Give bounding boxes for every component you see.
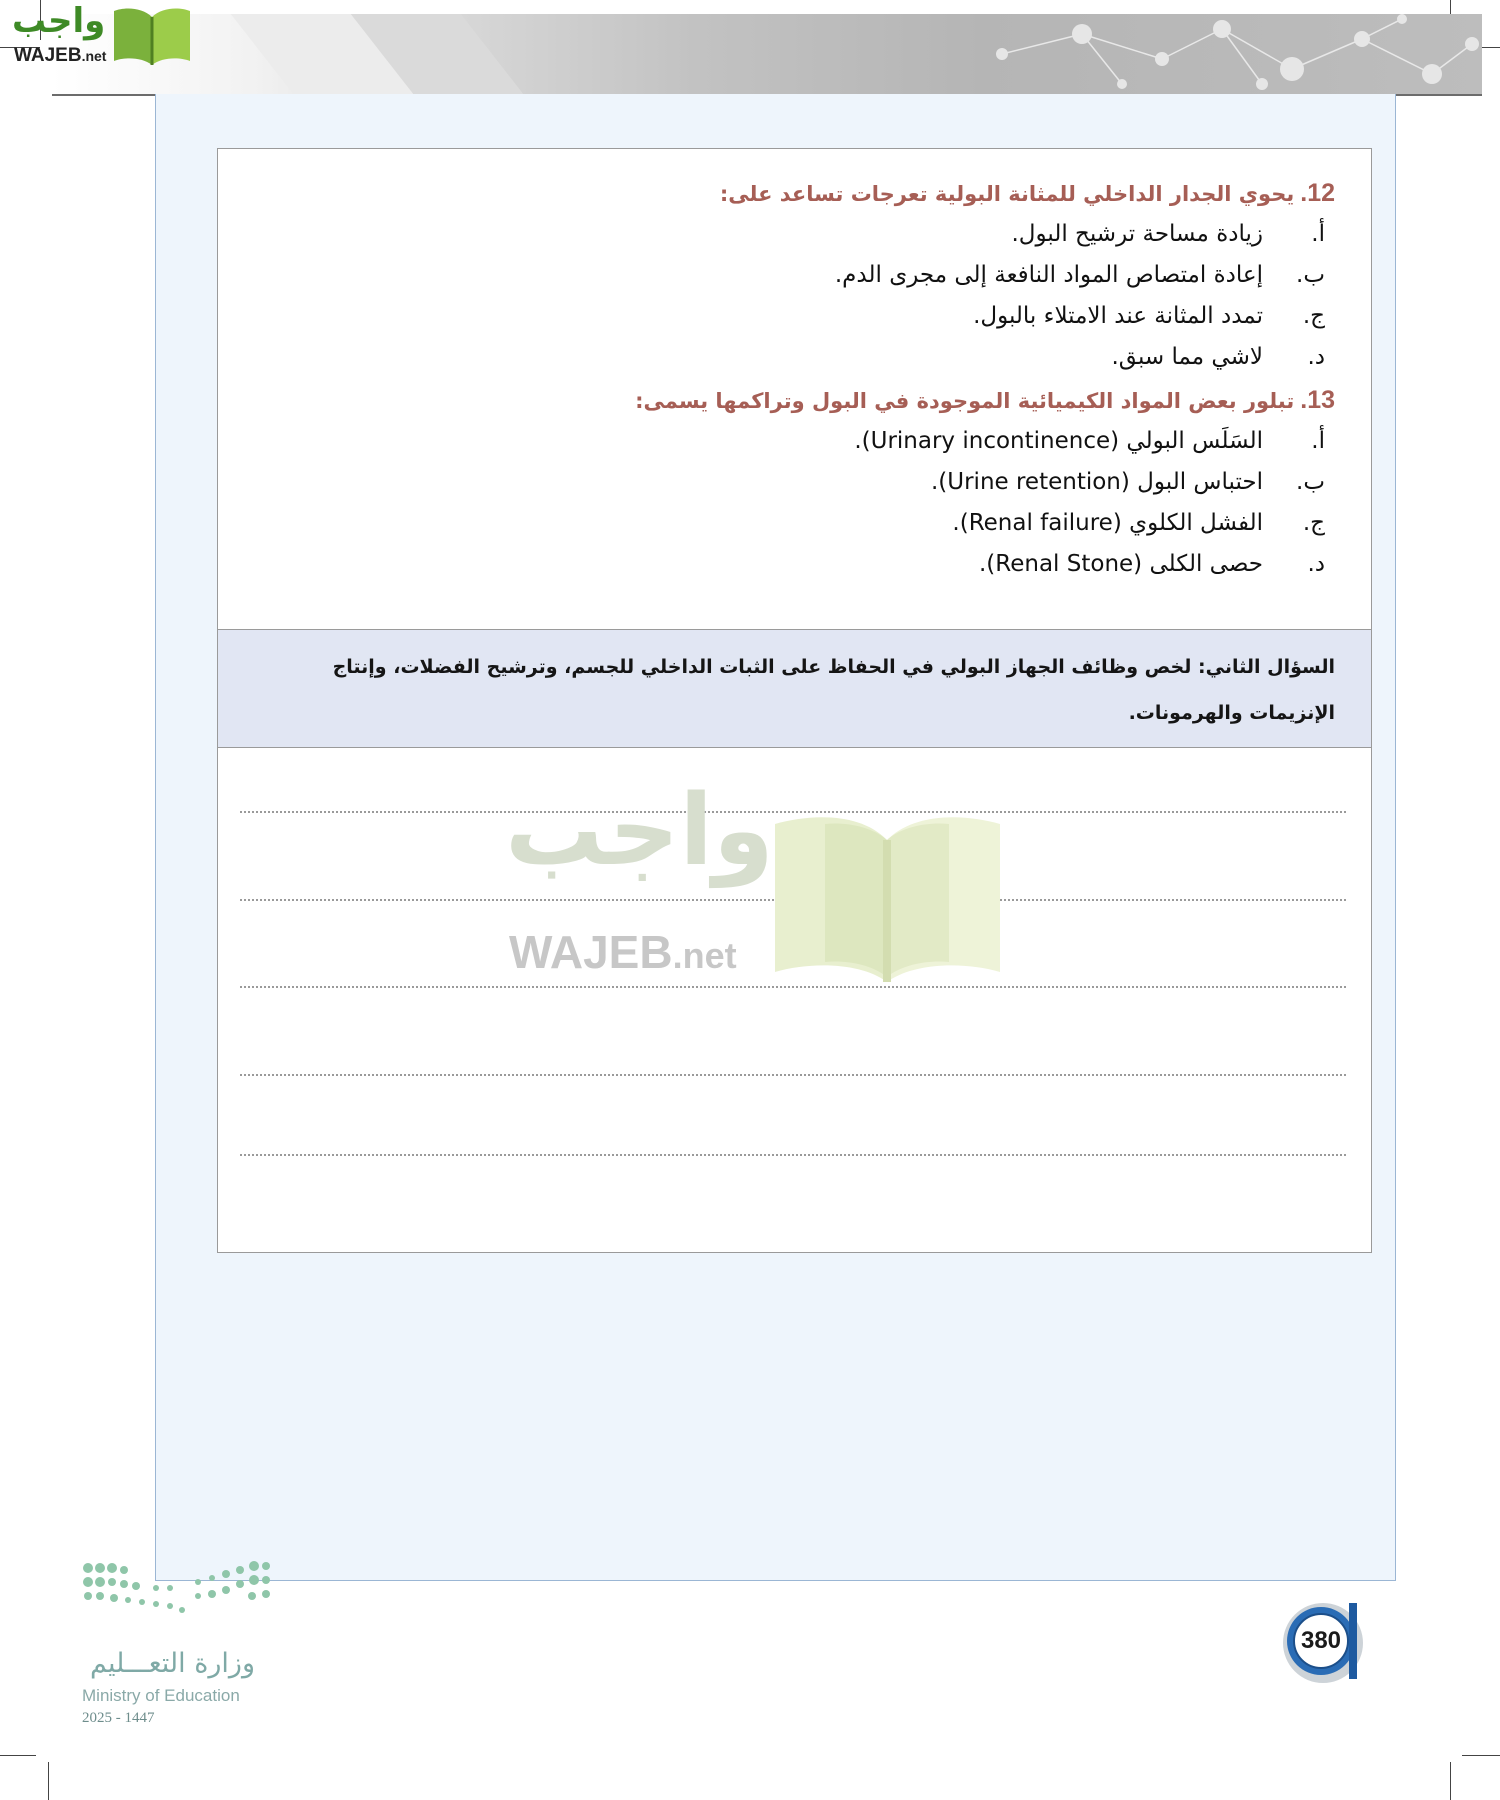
question-12-option-a — [1011, 221, 1325, 261]
question-12-option-d — [1111, 344, 1325, 384]
answer-line[interactable] — [240, 1074, 1346, 1076]
watermark — [505, 774, 1000, 992]
page-number: 380 — [1300, 1627, 1342, 1654]
option-letter: ج. — [1302, 303, 1325, 329]
question-prompt: تبلور بعض المواد الكيميائية الموجودة في البول وتراكمها يسمى: — [635, 389, 1295, 413]
option-text: زيادة مساحة ترشيح البول. — [1011, 221, 1263, 247]
wajeb-logo[interactable] — [8, 1, 193, 67]
question-two-text: السؤال الثاني: لخص وظائف الجهاز البولي في الحفاظ على الثبات الداخلي للجسم، وترشيح الفضلات، وإنتاج الإنزيمات والهرمونات. — [332, 656, 1335, 724]
crop-mark — [1462, 1755, 1500, 1756]
question-number: 12. — [1300, 179, 1335, 207]
watermark-arabic: واجب — [505, 774, 774, 888]
ministry-arabic: وزارة التعـــليم — [89, 1648, 256, 1679]
question-box — [217, 148, 1372, 1253]
option-text: السَلَس البولي (Urinary incontinence). — [854, 428, 1263, 454]
option-letter: د. — [1307, 344, 1325, 370]
network-pattern-icon — [962, 14, 1482, 94]
answer-line[interactable] — [240, 1154, 1346, 1156]
crop-mark — [48, 1762, 49, 1800]
option-letter: د. — [1307, 551, 1325, 577]
question-12-option-b — [835, 262, 1325, 302]
crop-mark — [0, 1755, 36, 1756]
option-letter: ج. — [1302, 510, 1325, 536]
question-two-band — [218, 629, 1371, 748]
page-number-badge — [1283, 1603, 1373, 1683]
question-13-option-d — [979, 551, 1325, 591]
question-prompt: يحوي الجدار الداخلي للمثانة البولية تعرجات تساعد على: — [719, 182, 1295, 206]
watermark-domain: WAJEB.net — [509, 926, 737, 978]
question-12-option-c — [973, 303, 1325, 343]
logo-word: واجب — [12, 1, 106, 41]
option-letter: أ. — [1311, 221, 1325, 247]
question-number: 13. — [1300, 386, 1335, 414]
ministry-logo — [80, 1560, 280, 1730]
option-letter: أ. — [1311, 428, 1325, 454]
option-text: لاشي مما سبق. — [1111, 344, 1263, 370]
option-text: الفشل الكلوي (Renal failure). — [952, 510, 1263, 536]
ministry-year: 2025 - 1447 — [82, 1710, 155, 1726]
question-13-title — [635, 386, 1335, 426]
ministry-dots-icon — [80, 1560, 270, 1640]
option-text: حصى الكلى (Renal Stone). — [978, 551, 1263, 577]
watermark-book-icon — [775, 812, 1000, 982]
question-13-option-c — [952, 510, 1325, 550]
question-13-option-b — [931, 469, 1325, 509]
question-13-option-a — [854, 428, 1325, 468]
option-text: تمدد المثانة عند الامتلاء بالبول. — [973, 303, 1263, 329]
question-12-title — [720, 179, 1335, 219]
header-band — [52, 14, 1482, 96]
ministry-english: Ministry of Education — [82, 1686, 240, 1705]
option-letter: ب. — [1296, 262, 1325, 288]
option-text: احتباس البول (Urine retention). — [930, 469, 1263, 495]
option-letter: ب. — [1296, 469, 1325, 495]
option-text: إعادة امتصاص المواد النافعة إلى مجرى الدم. — [834, 262, 1263, 288]
book-icon — [112, 5, 192, 65]
logo-domain: WAJEB.net — [14, 45, 107, 66]
crop-mark — [1450, 1762, 1451, 1800]
